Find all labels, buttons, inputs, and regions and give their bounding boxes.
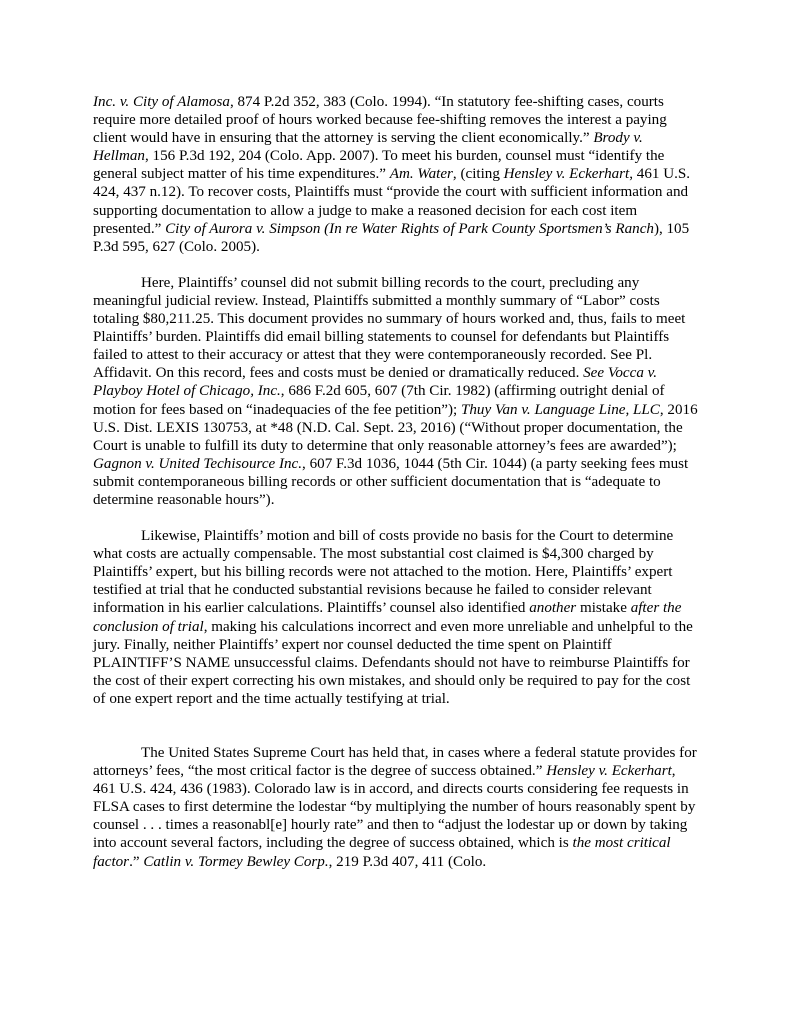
paragraph-billing-records <box>93 274 699 509</box>
paragraph-text: , making his calculations incorrect and even more unreliable and unhelpful to the jury. Finally, neither Plaintiffs’ expert nor counsel deducted the time spent on Plaintiff PLAINTIFF’S NAME unsuccessful claims. Defendants should not have to reimburse Plaintiffs for the cost of their expert correcting his own mistakes, and should only be required to pay for the cost of one expert report and the time actually testifying at trial. <box>93 618 693 707</box>
paragraph-text: mistake <box>576 600 631 617</box>
paragraph-text: , 461 U.S. 424, 437 n.12). To recover costs, Plaintiffs must “provide the court with sufficient information and supporting documentation to allow a judge to make a reasoned decision for each cost item presented.” <box>93 166 691 237</box>
emphasis: another <box>529 600 577 617</box>
paragraph-text: , 874 P.2d 352, 383 (Colo. 1994). “In statutory fee-shifting cases, courts require more detailed proof of hours worked because fee-shifting removes the interest a paying client would have in ensuring that the attorney is serving the client economically.” <box>93 94 667 147</box>
case-citation: Thuy Van v. Language Line, LLC <box>460 401 660 418</box>
case-citation: Hensley v. Eckerhart <box>503 166 630 183</box>
document-body <box>93 93 699 871</box>
emphasis: after the conclusion of trial <box>93 600 682 635</box>
paragraph-text: , (citing <box>452 166 504 183</box>
paragraph-text: Likewise, Plaintiffs’ motion and bill of costs provide no basis for the Court to determine what costs are actually compensable. The most substantial cost claimed is $4,300 charged by Plaintiffs’ expert, but his billing records were not attached to the motion. Here, Plaintiffs’ expert testified at trial that he conducted substantial revisions because he failed to consider relevant information in his earlier calculations. Plaintiffs’ counsel also identified <box>93 528 674 617</box>
paragraph-text: The United States Supreme Court has held that, in cases where a federal statute provides for attorneys’ fees, “the most critical factor is the degree of success obtained.” <box>93 745 697 780</box>
paragraph-fee-standards <box>93 93 699 256</box>
case-citation: Am. Water <box>389 166 453 183</box>
case-citation: City of Aurora v. Simpson (In re Water Rights of Park County Sportsmen’s Ranch <box>165 220 654 237</box>
paragraph-text: , 156 P.3d 192, 204 (Colo. App. 2007). To meet his burden, counsel must “identify the general subject matter of his time expenditures.” <box>93 148 665 183</box>
paragraph-text: , 607 F.3d 1036, 1044 (5th Cir. 1044) (a party seeking fees must submit contemporaneous billing records or other sufficient documentation that is “adequate to determine reasonable hours”). <box>93 455 689 508</box>
case-citation: Hensley v. Eckerhart <box>546 763 672 780</box>
case-citation: Catlin v. Tormey Bewley Corp. <box>143 853 329 870</box>
case-citation: See Vocca v. Playboy Hotel of Chicago, Inc. <box>93 365 658 400</box>
case-citation: Inc. v. City of Alamosa <box>93 94 230 110</box>
paragraph-text: , 461 U.S. 424, 436 (1983). Colorado law is in accord, and directs courts considering fee requests in FLSA cases to first determine the lodestar “by multiplying the number of hours reasonably spent by counsel . . . times a reasonabl[e] hourly rate” and then to “adjust the lodestar up or down by taking into account several factors, including the degree of success obtained, which is <box>93 763 696 852</box>
emphasis: the most critical factor <box>93 835 671 870</box>
paragraph-expert-costs <box>93 527 699 708</box>
paragraph-text: .” <box>129 853 144 870</box>
paragraph-text: , 2016 U.S. Dist. LEXIS 130753, at *48 (N.D. Cal. Sept. 23, 2016) (“Without proper documentation, the Court is unable to fulfill its duty to determine that only reasonable attorney’s fees are awarded”); <box>93 401 698 454</box>
paragraph-text: Here, Plaintiffs’ counsel did not submit billing records to the court, precluding any meaningful judicial review. Instead, Plaintiffs submitted a monthly summary of “Labor” costs totaling $80,211.25. This document provides no summary of hours worked and, thus, fails to meet Plaintiffs’ burden. Plaintiffs did email billing statements to counsel for defendants but Plaintiffs failed to attest to their accuracy or attest that they were contemporaneously recorded. See Pl. Affidavit. On this record, fees and costs must be denied or dramatically reduced. <box>93 274 686 382</box>
case-citation: Brody v. Hellman <box>93 130 643 165</box>
paragraph-text: , 219 P.3d 407, 411 (Colo. <box>328 853 487 870</box>
paragraph-text: , 686 F.2d 605, 607 (7th Cir. 1982) (affirming outright denial of motion for fees based on “inadequacies of the fee petition”); <box>93 383 665 418</box>
case-citation: Gagnon v. United Techisource Inc. <box>93 455 303 472</box>
paragraph-text: ), 105 P.3d 595, 627 (Colo. 2005). <box>93 220 690 255</box>
paragraph-degree-of-success <box>93 744 699 871</box>
